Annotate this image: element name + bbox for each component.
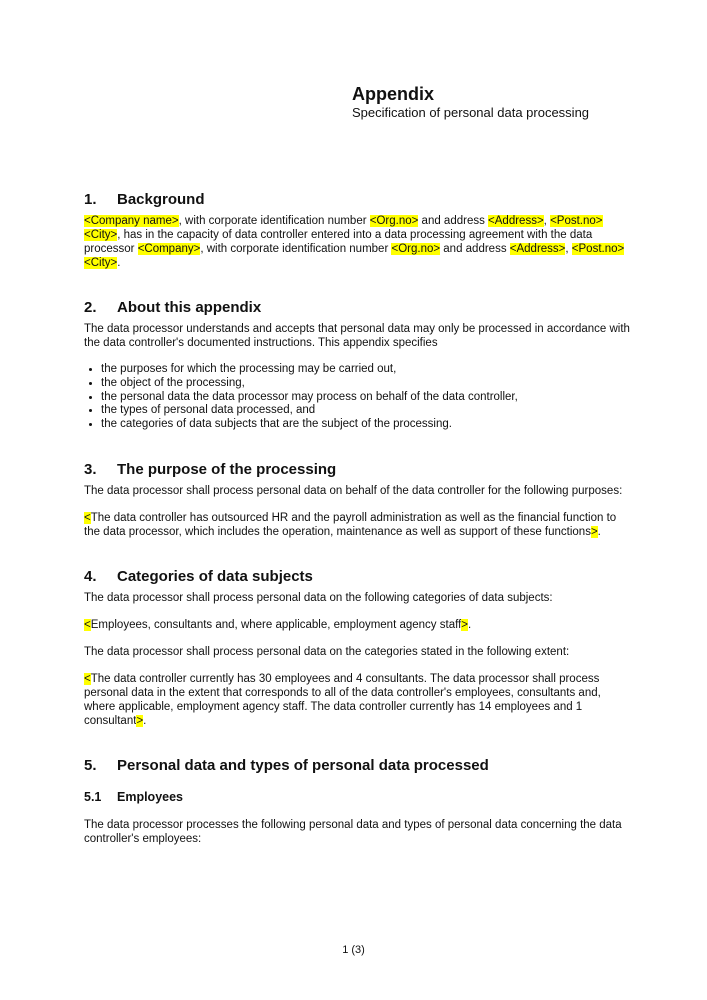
- text-run: .: [468, 618, 472, 631]
- section-4: [84, 568, 632, 728]
- section-number: 4.: [84, 567, 97, 585]
- bullet-item: • the types of personal data processed, and: [101, 404, 632, 418]
- bullet-item: • the purposes for which the processing may be carried out,: [101, 363, 632, 377]
- paragraph: [84, 511, 632, 539]
- placeholder-highlight: <Post.no>: [571, 243, 625, 255]
- text-run: , with corporate identification number: [200, 243, 392, 255]
- text-run: ,: [543, 215, 551, 227]
- paragraph: [84, 645, 632, 659]
- paragraph: [84, 591, 632, 605]
- text-run: The data processor shall process personal data on the following categories of data subjects:: [84, 591, 553, 604]
- bullet-item: • the object of the processing,: [101, 377, 632, 391]
- section-heading: [84, 757, 632, 774]
- text-run: The data processor shall process personal data on the categories stated in the following extent:: [84, 645, 570, 658]
- section-number: 5.: [84, 756, 97, 774]
- section-number: 1.: [84, 191, 97, 208]
- placeholder-highlight: <: [84, 618, 91, 631]
- section-blocks: [84, 214, 632, 270]
- section-blocks: [84, 591, 632, 728]
- text-run: The data controller has outsourced HR and the payroll administration as well as the financial function to the data processor, which includes the operation, maintenance as well as support of these functions: [84, 511, 617, 538]
- section-heading: [84, 568, 632, 585]
- section-5: [84, 757, 632, 846]
- page-title: Appendix: [352, 84, 435, 104]
- placeholder-highlight: <Company name>: [84, 215, 179, 227]
- text-run: The data controller currently has 30 employees and 4 consultants. The data processor shall process personal data in the extent that corresponds to all of the data controller's employees, consultants and, where applicable, employment agency staff. The data controller currently has 14 employees and 1 consultant: [84, 672, 601, 727]
- section-heading-text: Background: [117, 191, 205, 208]
- text-run: , with corporate identification number: [178, 215, 370, 227]
- section-heading-text: The purpose of the processing: [117, 460, 337, 478]
- bullet-item: • the categories of data subjects that are the subject of the processing.: [101, 418, 632, 432]
- placeholder-highlight: <Company>: [137, 243, 201, 255]
- bullet-list: [84, 363, 632, 432]
- text-run: .: [117, 257, 121, 269]
- section-heading: [84, 191, 632, 208]
- page-number-footer: 1 (3): [342, 944, 365, 956]
- text-run: and address: [440, 243, 510, 255]
- placeholder-highlight: <City>: [84, 229, 118, 241]
- subsection-number: 5.1: [84, 789, 102, 804]
- placeholder-highlight: <Org.no>: [369, 215, 419, 227]
- paragraph: [84, 322, 632, 350]
- placeholder-highlight: <City>: [84, 257, 118, 269]
- text-run: Employees, consultants and, where applicable, employment agency staff: [90, 618, 462, 631]
- paragraph: [84, 618, 632, 632]
- placeholder-highlight: >: [590, 525, 598, 538]
- section-heading-text: About this appendix: [117, 299, 262, 316]
- section-2: [84, 299, 632, 432]
- subsection-heading-text: Employees: [117, 789, 184, 804]
- paragraph: [84, 484, 632, 498]
- title-block: [352, 84, 632, 121]
- text-run: The data processor processes the following personal data and types of personal data concerning the data controller's employees:: [84, 818, 622, 845]
- section-3: [84, 461, 632, 539]
- paragraph: [84, 214, 632, 270]
- section-number: 3.: [84, 460, 97, 478]
- placeholder-highlight: <Address>: [509, 243, 566, 255]
- text-run: The data processor shall process personal data on behalf of the data controller for the following purposes:: [84, 484, 623, 497]
- text-run: ,: [565, 243, 572, 255]
- section-blocks: [84, 322, 632, 432]
- bullet-item: • the personal data the data processor may process on behalf of the data controller,: [101, 391, 632, 405]
- section-1: [84, 191, 632, 270]
- section-heading-text: Categories of data subjects: [117, 567, 313, 585]
- text-run: The data processor understands and accepts that personal data may only be processed in accordance with the data controller's documented instructions. This appendix specifies: [84, 323, 630, 349]
- page-subtitle: Specification of personal data processing: [352, 105, 590, 120]
- document-content: [84, 0, 632, 846]
- placeholder-highlight: <Post.no>: [550, 215, 603, 227]
- text-run: .: [597, 525, 601, 538]
- subsection-heading: [84, 790, 632, 805]
- text-run: and address: [418, 215, 489, 227]
- text-run: .: [143, 714, 147, 727]
- section-blocks: [84, 790, 632, 846]
- paragraph: [84, 818, 632, 846]
- placeholder-highlight: >: [461, 618, 468, 631]
- section-heading-text: Personal data and types of personal data processed: [117, 756, 489, 774]
- section-heading: [84, 299, 632, 316]
- sections-container: [84, 191, 632, 846]
- paragraph: [84, 672, 632, 728]
- section-heading: [84, 461, 632, 478]
- placeholder-highlight: <: [84, 511, 91, 524]
- placeholder-highlight: >: [136, 714, 144, 727]
- text-run: , has in the capacity of data controller entered into a data processing agreement with the data processor: [84, 229, 593, 255]
- section-number: 2.: [84, 299, 97, 316]
- placeholder-highlight: <Org.no>: [391, 243, 441, 255]
- placeholder-highlight: <Address>: [488, 215, 544, 227]
- placeholder-highlight: <: [84, 672, 91, 685]
- section-blocks: [84, 484, 632, 539]
